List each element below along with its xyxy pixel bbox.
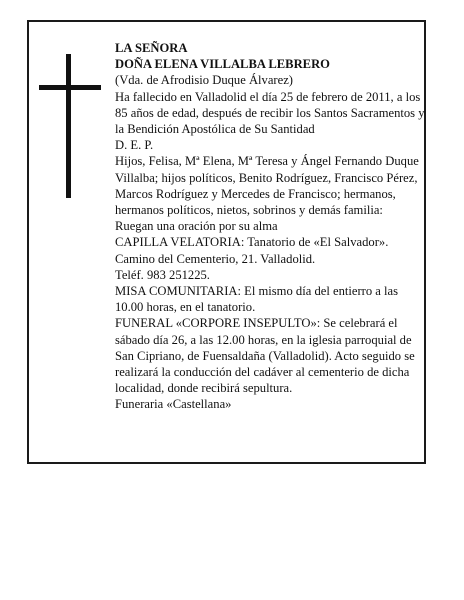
cross-vertical-bar <box>66 54 71 198</box>
mass-info: MISA COMUNITARIA: El mismo día del entierro a las 10.00 horas, en el tanatorio. <box>115 284 399 315</box>
cross-icon <box>39 54 101 198</box>
obituary-notice <box>27 20 426 464</box>
chapel-info: CAPILLA VELATORIA: Tanatorio de «El Salvador». Camino del Cementerio, 21. Valladolid. <box>115 235 389 266</box>
dep-line: D. E. P. <box>115 138 154 153</box>
prayer-request: Ruegan una oración por su alma <box>115 219 278 234</box>
family-list: Hijos, Felisa, Mª Elena, Mª Teresa y Ángel Fernando Duque Villalba; hijos políticos, Benito Rodríguez, Francisco Pérez, Marcos Rodríguez y Mercedes de Francisco; hermanos, hermanos políticos, nietos, sobrinos y demás familia: <box>115 154 419 218</box>
cross-horizontal-bar <box>39 85 101 90</box>
deceased-name: DOÑA ELENA VILLALBA LEBRERO <box>115 57 330 72</box>
phone-info: Teléf. 983 251225. <box>115 267 210 282</box>
funeral-home: Funeraria «Castellana» <box>115 397 232 412</box>
notice-text <box>115 40 425 413</box>
widow-of: (Vda. de Afrodisio Duque Álvarez) <box>115 73 294 88</box>
death-announcement: Ha fallecido en Valladolid el día 25 de febrero de 2011, a los 85 años de edad, después de recibir los Santos Sacramentos y la Bendición Apostólica de Su Santidad <box>115 89 425 137</box>
funeral-info: FUNERAL «CORPORE INSEPULTO»: Se celebrará el sábado día 26, a las 12.00 horas, en la iglesia parroquial de San Cipriano, de Fuensaldaña (Valladolid). Acto seguido se realizará la conducción del cadáver al cementerio de dicha localidad, donde recibirá sepultura. <box>115 316 415 396</box>
notice-heading: LA SEÑORA <box>115 41 188 55</box>
